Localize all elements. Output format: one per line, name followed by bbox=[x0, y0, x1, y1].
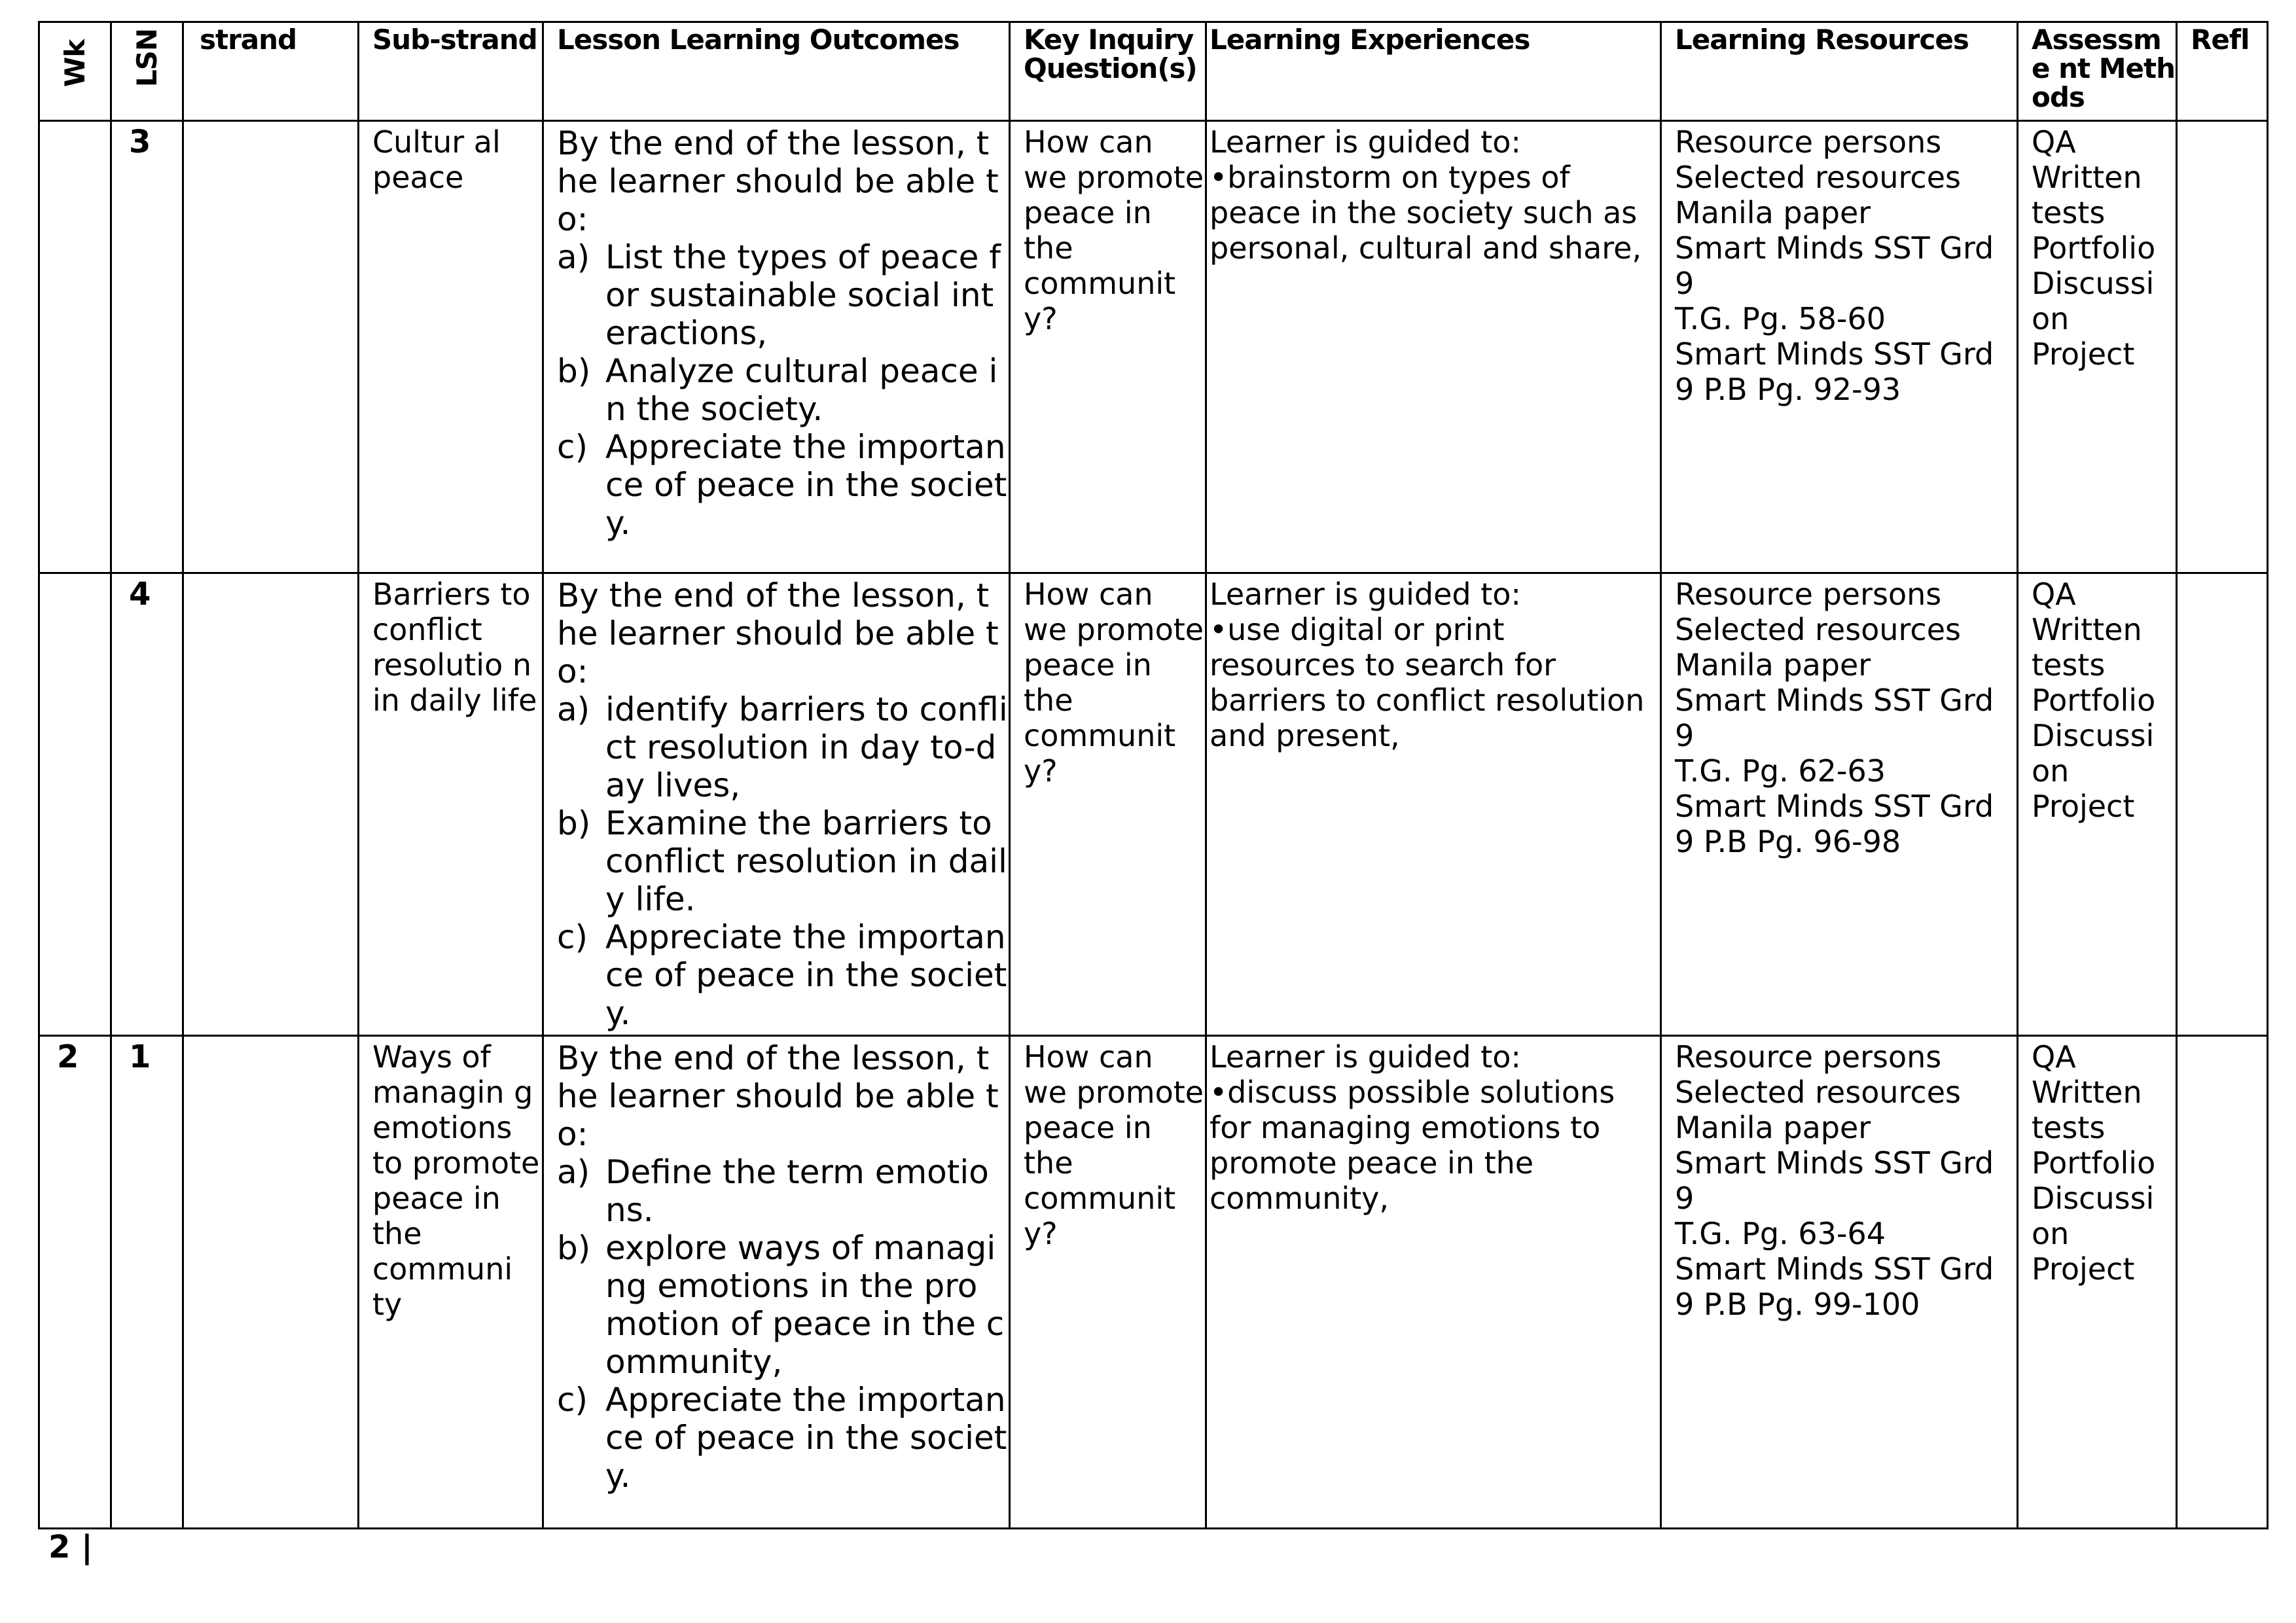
outcome-marker: a) bbox=[557, 690, 590, 728]
table-row bbox=[39, 573, 2268, 1036]
assessment-item: Portfolio bbox=[2032, 1145, 2156, 1181]
outcome-text: explore ways of managing emotions in the promotion of peace in the community, bbox=[605, 1229, 1005, 1381]
assessment-item: Portfolio bbox=[2032, 683, 2156, 718]
outcome-text: Analyze cultural peace in the society. bbox=[605, 352, 998, 428]
outcomes-intro: By the end of the lesson, the learner should be able to: bbox=[557, 124, 999, 238]
outcome-item bbox=[557, 804, 1009, 918]
header-learning-resources: Learning Resources bbox=[1661, 22, 2018, 121]
experiences-cell bbox=[1206, 121, 1661, 573]
outcomes-cell bbox=[543, 121, 1010, 573]
outcome-item bbox=[557, 428, 1009, 542]
header-reflection: Refl bbox=[2177, 22, 2268, 121]
substrand-cell: Ways of managin g emotions to promote peace in the communi ty bbox=[359, 1036, 543, 1529]
reflection-cell bbox=[2177, 1036, 2268, 1529]
outcome-text: Appreciate the importance of peace in the society. bbox=[605, 918, 1007, 1032]
outcomes-cell bbox=[543, 573, 1010, 1036]
reflection-cell bbox=[2177, 121, 2268, 573]
resource-item: Manila paper bbox=[1675, 195, 1871, 230]
resource-item: Resource persons bbox=[1675, 124, 1942, 160]
resource-item: Manila paper bbox=[1675, 1110, 1871, 1145]
outcome-text: identify barriers to conflict resolution in day to-day lives, bbox=[605, 690, 1008, 804]
header-lesson-number: LSN bbox=[111, 22, 183, 121]
assessment-cell bbox=[2018, 121, 2177, 573]
outcomes-cell bbox=[543, 1036, 1010, 1529]
experiences-intro: Learner is guided to: bbox=[1210, 124, 1521, 160]
outcome-marker: c) bbox=[557, 918, 588, 956]
resource-item: Smart Minds SST Grd 9 P.B Pg. 99-100 bbox=[1675, 1251, 1994, 1322]
experiences-text: •use digital or print resources to search for barriers to conflict resolution and present, bbox=[1210, 612, 1645, 753]
assessment-item: QA bbox=[2032, 577, 2076, 612]
assessment-item: Project bbox=[2032, 1251, 2135, 1287]
resource-item: T.G. Pg. 58-60 bbox=[1675, 301, 1886, 336]
resource-item: Resource persons bbox=[1675, 1039, 1942, 1075]
resource-item: Resource persons bbox=[1675, 577, 1942, 612]
outcome-item bbox=[557, 238, 1009, 352]
header-week: Wk bbox=[39, 22, 111, 121]
header-assessment-methods: Assessme nt Methods bbox=[2018, 22, 2177, 121]
assessment-item: Discussi on bbox=[2032, 266, 2155, 336]
resources-cell bbox=[1661, 573, 2018, 1036]
outcome-marker: c) bbox=[557, 428, 588, 466]
header-lesson-outcomes: Lesson Learning Outcomes bbox=[543, 22, 1010, 121]
experiences-cell bbox=[1206, 1036, 1661, 1529]
resource-item: Smart Minds SST Grd 9 bbox=[1675, 683, 1994, 753]
resource-item: Manila paper bbox=[1675, 647, 1871, 683]
outcome-marker: a) bbox=[557, 238, 590, 276]
experiences-intro: Learner is guided to: bbox=[1210, 577, 1521, 612]
assessment-item: QA bbox=[2032, 124, 2076, 160]
table-row bbox=[39, 121, 2268, 573]
experiences-cell bbox=[1206, 573, 1661, 1036]
key-inquiry-cell: How can we promote peace in the communit y? bbox=[1010, 1036, 1206, 1529]
outcome-item bbox=[557, 918, 1009, 1032]
lesson-number-cell: 3 bbox=[111, 121, 183, 573]
resource-item: Selected resources bbox=[1675, 612, 1961, 647]
resource-item: Smart Minds SST Grd 9 P.B Pg. 96-98 bbox=[1675, 789, 1994, 859]
header-strand: strand bbox=[183, 22, 359, 121]
resource-item: T.G. Pg. 63-64 bbox=[1675, 1216, 1886, 1251]
page-number: 2 | bbox=[48, 1529, 93, 1565]
outcome-marker: b) bbox=[557, 1229, 591, 1267]
outcomes-list bbox=[557, 1153, 1009, 1495]
scheme-of-work-table bbox=[38, 21, 2269, 1529]
header-key-inquiry: Key Inquiry Question(s) bbox=[1010, 22, 1206, 121]
strand-cell bbox=[183, 1036, 359, 1529]
resources-cell bbox=[1661, 121, 2018, 573]
substrand-cell: Cultur al peace bbox=[359, 121, 543, 573]
outcome-text: Appreciate the importance of peace in the society. bbox=[605, 1381, 1007, 1495]
outcome-item bbox=[557, 352, 1009, 428]
outcome-text: Define the term emotions. bbox=[605, 1153, 989, 1229]
experiences-text: •brainstorm on types of peace in the society such as personal, cultural and share, bbox=[1210, 160, 1642, 266]
resource-item: T.G. Pg. 62-63 bbox=[1675, 753, 1886, 789]
table-row bbox=[39, 1036, 2268, 1529]
outcome-marker: c) bbox=[557, 1381, 588, 1419]
outcome-item bbox=[557, 1153, 1009, 1229]
outcome-marker: a) bbox=[557, 1153, 590, 1191]
outcome-item bbox=[557, 690, 1009, 804]
assessment-item: Written tests bbox=[2032, 1075, 2142, 1145]
outcome-item bbox=[557, 1381, 1009, 1495]
outcome-text: List the types of peace for sustainable social interactions, bbox=[605, 238, 1001, 352]
outcomes-intro: By the end of the lesson, the learner should be able to: bbox=[557, 577, 999, 690]
resources-cell bbox=[1661, 1036, 2018, 1529]
outcome-text: Appreciate the importance of peace in the society. bbox=[605, 428, 1007, 542]
key-inquiry-cell: How can we promote peace in the communit y? bbox=[1010, 573, 1206, 1036]
assessment-item: Discussi on bbox=[2032, 718, 2155, 789]
resource-item: Selected resources bbox=[1675, 1075, 1961, 1110]
week-cell bbox=[39, 121, 111, 573]
assessment-item: Project bbox=[2032, 789, 2135, 824]
assessment-cell bbox=[2018, 1036, 2177, 1529]
table-header-row bbox=[39, 22, 2268, 121]
outcome-item bbox=[557, 1229, 1009, 1381]
week-cell bbox=[39, 573, 111, 1036]
reflection-cell bbox=[2177, 573, 2268, 1036]
resource-item: Smart Minds SST Grd 9 bbox=[1675, 230, 1994, 301]
header-learning-experiences: Learning Experiences bbox=[1206, 22, 1661, 121]
lesson-number-cell: 1 bbox=[111, 1036, 183, 1529]
resource-item: Smart Minds SST Grd 9 P.B Pg. 92-93 bbox=[1675, 336, 1994, 407]
outcome-marker: b) bbox=[557, 352, 591, 390]
resource-item: Selected resources bbox=[1675, 160, 1961, 195]
outcomes-list bbox=[557, 238, 1009, 542]
assessment-item: Written tests bbox=[2032, 612, 2142, 683]
key-inquiry-cell: How can we promote peace in the communit y? bbox=[1010, 121, 1206, 573]
resource-item: Smart Minds SST Grd 9 bbox=[1675, 1145, 1994, 1216]
outcome-marker: b) bbox=[557, 804, 591, 842]
assessment-item: Portfolio bbox=[2032, 230, 2156, 266]
assessment-item: Project bbox=[2032, 336, 2135, 372]
strand-cell bbox=[183, 121, 359, 573]
assessment-item: QA bbox=[2032, 1039, 2076, 1075]
outcome-text: Examine the barriers to conflict resolution in daily life. bbox=[605, 804, 1007, 918]
experiences-intro: Learner is guided to: bbox=[1210, 1039, 1521, 1075]
assessment-cell bbox=[2018, 573, 2177, 1036]
assessment-item: Written tests bbox=[2032, 160, 2142, 230]
substrand-cell: Barriers to conflict resolutio n in daily life bbox=[359, 573, 543, 1036]
week-cell: 2 bbox=[39, 1036, 111, 1529]
experiences-text: •discuss possible solutions for managing emotions to promote peace in the community, bbox=[1210, 1075, 1615, 1216]
outcomes-intro: By the end of the lesson, the learner should be able to: bbox=[557, 1039, 999, 1153]
header-substrand: Sub-strand bbox=[359, 22, 543, 121]
assessment-item: Discussi on bbox=[2032, 1181, 2155, 1251]
lesson-number-cell: 4 bbox=[111, 573, 183, 1036]
outcomes-list bbox=[557, 690, 1009, 1032]
strand-cell bbox=[183, 573, 359, 1036]
